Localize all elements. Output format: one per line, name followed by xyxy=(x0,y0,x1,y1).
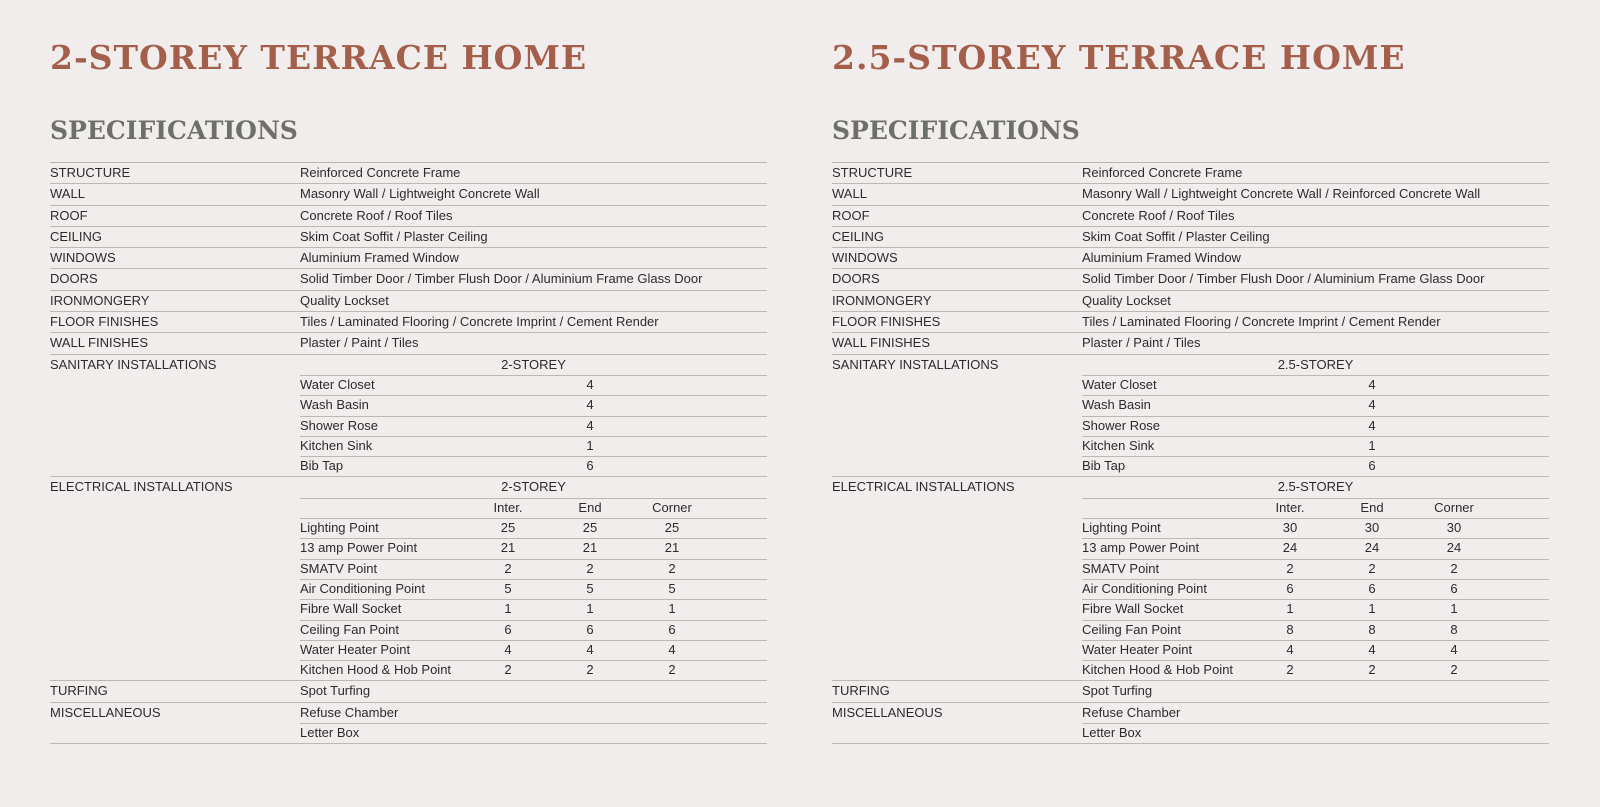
spec-category: WALL FINISHES xyxy=(50,335,149,351)
spec-value: Tiles / Laminated Flooring / Concrete Imprint / Cement Render xyxy=(300,314,659,330)
value-corner: 2 xyxy=(668,560,676,576)
item-name: Lighting Point xyxy=(1082,520,1161,536)
item-name: Shower Rose xyxy=(1082,417,1161,433)
item-name: Kitchen Hood & Hob Point xyxy=(1082,662,1234,678)
item-qty: 4 xyxy=(586,397,594,413)
spec-value: Reinforced Concrete Frame xyxy=(300,165,461,180)
value-inter: 24 xyxy=(1282,540,1298,556)
column-header: 2.5-STOREY xyxy=(1277,479,1354,495)
spec-category: WALL xyxy=(832,186,867,202)
column-header: 2.5-STOREY xyxy=(1277,356,1354,372)
value-inter: 5 xyxy=(504,580,512,596)
value-end: 6 xyxy=(1368,580,1376,596)
section-title: SPECIFICATIONS xyxy=(832,116,1080,145)
spec-row xyxy=(50,681,767,702)
spec-category: FLOOR FINISHES xyxy=(832,314,941,330)
value-inter: 30 xyxy=(1282,520,1298,536)
electrical-row xyxy=(832,518,1549,538)
value-end: 8 xyxy=(1368,621,1376,637)
item-name: Bib Tap xyxy=(1082,458,1126,474)
item-qty: 6 xyxy=(586,458,594,474)
spec-row xyxy=(50,248,767,269)
page-title: 2.5-STOREY TERRACE HOME xyxy=(832,38,1406,77)
item-name: Ceiling Fan Point xyxy=(1082,621,1181,637)
sanitary-row xyxy=(832,375,1549,395)
electrical-row xyxy=(832,640,1549,660)
spec-value: Spot Turfing xyxy=(300,683,371,699)
electrical-row xyxy=(50,599,767,619)
item-name: Shower Rose xyxy=(300,417,379,433)
item-name: SMATV Point xyxy=(1082,560,1160,576)
spec-row xyxy=(50,333,767,354)
spec-category: CEILING xyxy=(832,228,885,244)
spec-category: DOORS xyxy=(832,271,880,287)
electrical-row xyxy=(50,518,767,538)
electrical-row xyxy=(832,538,1549,558)
item-name: Kitchen Hood & Hob Point xyxy=(300,662,452,678)
electrical-row xyxy=(50,538,767,558)
electrical-row xyxy=(50,620,767,640)
value-corner: 5 xyxy=(668,580,676,596)
item-name: Lighting Point xyxy=(300,520,379,536)
item-name: Water Closet xyxy=(1082,376,1157,392)
item-name: Air Conditioning Point xyxy=(1082,580,1208,596)
value-corner: 30 xyxy=(1446,520,1462,536)
value-inter: 8 xyxy=(1286,621,1294,637)
spec-row xyxy=(50,723,767,744)
spec-row xyxy=(832,291,1549,312)
electrical-header-row xyxy=(832,477,1549,497)
spec-value: Solid Timber Door / Timber Flush Door / Aluminium Frame Glass Door xyxy=(1082,271,1485,287)
value-end: 30 xyxy=(1364,520,1380,536)
value-corner: 2 xyxy=(668,662,676,678)
spec-table xyxy=(50,162,767,744)
item-name: Kitchen Sink xyxy=(1082,437,1155,453)
spec-category: TURFING xyxy=(832,683,890,699)
sanitary-row xyxy=(50,436,767,456)
spec-category: MISCELLANEOUS xyxy=(832,704,943,720)
section-title: SPECIFICATIONS xyxy=(50,116,298,145)
spec-row xyxy=(832,227,1549,248)
sanitary-header-row xyxy=(832,355,1549,375)
column-header: Corner xyxy=(1434,499,1474,515)
spec-category: ELECTRICAL INSTALLATIONS xyxy=(832,479,1015,495)
spec-row xyxy=(832,312,1549,333)
spec-row xyxy=(832,184,1549,205)
value-end: 24 xyxy=(1364,540,1380,556)
spec-row xyxy=(50,312,767,333)
value-corner: 4 xyxy=(1450,641,1458,657)
item-name: Ceiling Fan Point xyxy=(300,621,399,637)
spec-value: Quality Lockset xyxy=(1082,292,1171,308)
item-name: Water Closet xyxy=(300,376,375,392)
column-header: Inter. xyxy=(1275,499,1305,515)
item-name: SMATV Point xyxy=(300,560,378,576)
spec-row xyxy=(832,681,1549,702)
electrical-row xyxy=(832,599,1549,619)
spec-row xyxy=(832,333,1549,354)
spec-row xyxy=(50,227,767,248)
spec-category: WINDOWS xyxy=(50,250,116,266)
item-qty: 4 xyxy=(1368,397,1376,413)
spec-value: Plaster / Paint / Tiles xyxy=(1082,335,1201,351)
electrical-row xyxy=(832,620,1549,640)
value-corner: 2 xyxy=(1450,560,1458,576)
spec-value: Masonry Wall / Lightweight Concrete Wall xyxy=(300,186,540,202)
spec-value: Solid Timber Door / Timber Flush Door / Aluminium Frame Glass Door xyxy=(300,271,703,287)
column-header: Inter. xyxy=(493,499,523,515)
item-name: Water Heater Point xyxy=(300,641,411,657)
sanitary-row xyxy=(832,456,1549,477)
value-inter: 6 xyxy=(1286,580,1294,596)
value-end: 21 xyxy=(582,540,598,556)
item-name: Wash Basin xyxy=(1082,397,1151,413)
spec-row xyxy=(50,269,767,290)
value-end: 5 xyxy=(586,580,594,596)
spec-category: WALL FINISHES xyxy=(832,335,931,351)
spec-category: FLOOR FINISHES xyxy=(50,314,159,330)
sanitary-row xyxy=(50,395,767,415)
value-end: 25 xyxy=(582,520,598,536)
spec-category: ROOF xyxy=(832,207,870,223)
value-inter: 2 xyxy=(1286,560,1294,576)
value-end: 2 xyxy=(1368,662,1376,678)
column-header: 2-STOREY xyxy=(501,479,566,495)
spec-row xyxy=(50,291,767,312)
value-end: 4 xyxy=(1368,641,1376,657)
spec-row xyxy=(50,184,767,205)
electrical-row xyxy=(50,640,767,660)
value-corner: 1 xyxy=(668,601,676,617)
page-title: 2-STOREY TERRACE HOME xyxy=(50,38,588,77)
spec-category: IRONMONGERY xyxy=(50,292,150,308)
spec-value: Refuse Chamber xyxy=(1082,704,1181,720)
electrical-header-row xyxy=(50,477,767,497)
electrical-row xyxy=(50,660,767,681)
value-end: 2 xyxy=(1368,560,1376,576)
spec-category: IRONMONGERY xyxy=(832,292,932,308)
value-corner: 25 xyxy=(664,520,680,536)
item-name: Fibre Wall Socket xyxy=(1082,601,1184,617)
electrical-row xyxy=(50,579,767,599)
spec-row xyxy=(832,703,1549,723)
spec-row xyxy=(50,703,767,723)
spec-value: Spot Turfing xyxy=(1082,683,1153,699)
spec-value: Masonry Wall / Lightweight Concrete Wall / Reinforced Concrete Wall xyxy=(1082,186,1481,202)
value-inter: 1 xyxy=(504,601,512,617)
spec-row xyxy=(50,206,767,227)
spec-row xyxy=(832,206,1549,227)
column-header: End xyxy=(578,499,602,515)
item-name: Fibre Wall Socket xyxy=(300,601,402,617)
spec-value: Refuse Chamber xyxy=(300,704,399,720)
column-header: Corner xyxy=(652,499,692,515)
item-name: 13 amp Power Point xyxy=(1082,540,1200,556)
electrical-columns-row xyxy=(832,498,1549,518)
spec-row xyxy=(832,163,1549,184)
electrical-row xyxy=(832,579,1549,599)
column-header: 2-STOREY xyxy=(501,356,566,372)
sanitary-row xyxy=(832,395,1549,415)
spec-value: Tiles / Laminated Flooring / Concrete Imprint / Cement Render xyxy=(1082,314,1441,330)
spec-value: Quality Lockset xyxy=(300,292,389,308)
sanitary-header-row xyxy=(50,355,767,375)
sanitary-row xyxy=(50,375,767,395)
item-qty: 1 xyxy=(586,437,594,453)
spec-category: ELECTRICAL INSTALLATIONS xyxy=(50,479,233,495)
sanitary-row xyxy=(50,456,767,477)
value-end: 1 xyxy=(586,601,594,617)
spec-value: Concrete Roof / Roof Tiles xyxy=(1082,207,1235,223)
electrical-columns-row xyxy=(50,498,767,518)
item-name: Air Conditioning Point xyxy=(300,580,426,596)
item-qty: 4 xyxy=(586,417,594,433)
spec-category: MISCELLANEOUS xyxy=(50,704,161,720)
sanitary-row xyxy=(832,436,1549,456)
item-name: Bib Tap xyxy=(300,458,344,474)
item-qty: 4 xyxy=(1368,376,1376,392)
value-inter: 2 xyxy=(504,662,512,678)
item-name: 13 amp Power Point xyxy=(300,540,418,556)
value-corner: 24 xyxy=(1446,540,1462,556)
value-inter: 1 xyxy=(1286,601,1294,617)
sanitary-row xyxy=(50,416,767,436)
spec-category: SANITARY INSTALLATIONS xyxy=(50,356,217,372)
value-end: 2 xyxy=(586,560,594,576)
value-corner: 6 xyxy=(1450,580,1458,596)
spec-value: Plaster / Paint / Tiles xyxy=(300,335,419,351)
spec-row xyxy=(832,723,1549,744)
value-end: 6 xyxy=(586,621,594,637)
value-corner: 1 xyxy=(1450,601,1458,617)
spec-value: Letter Box xyxy=(300,725,360,741)
value-end: 2 xyxy=(586,662,594,678)
spec-category: CEILING xyxy=(50,228,103,244)
item-qty: 1 xyxy=(1368,437,1376,453)
spec-value: Aluminium Framed Window xyxy=(300,250,459,266)
spec-category: TURFING xyxy=(50,683,108,699)
spec-row xyxy=(832,248,1549,269)
value-corner: 4 xyxy=(668,641,676,657)
spec-value: Skim Coat Soffit / Plaster Ceiling xyxy=(1082,228,1270,244)
value-end: 1 xyxy=(1368,601,1376,617)
item-name: Water Heater Point xyxy=(1082,641,1193,657)
item-name: Wash Basin xyxy=(300,397,369,413)
item-name: Kitchen Sink xyxy=(300,437,373,453)
spec-value: Reinforced Concrete Frame xyxy=(1082,165,1243,180)
spec-category: ROOF xyxy=(50,207,88,223)
value-inter: 25 xyxy=(500,520,516,536)
spec-category: STRUCTURE xyxy=(50,165,131,180)
value-inter: 2 xyxy=(504,560,512,576)
spec-value: Concrete Roof / Roof Tiles xyxy=(300,207,453,223)
value-corner: 21 xyxy=(664,540,680,556)
spec-category: WINDOWS xyxy=(832,250,898,266)
value-end: 4 xyxy=(586,641,594,657)
spec-category: DOORS xyxy=(50,271,98,287)
electrical-row xyxy=(832,559,1549,579)
sanitary-row xyxy=(832,416,1549,436)
item-qty: 4 xyxy=(586,376,594,392)
spec-category: SANITARY INSTALLATIONS xyxy=(832,356,999,372)
spec-value: Skim Coat Soffit / Plaster Ceiling xyxy=(300,228,488,244)
value-inter: 2 xyxy=(1286,662,1294,678)
value-inter: 4 xyxy=(1286,641,1294,657)
value-corner: 8 xyxy=(1450,621,1458,637)
electrical-row xyxy=(50,559,767,579)
spec-row xyxy=(832,269,1549,290)
column-header: End xyxy=(1360,499,1384,515)
item-qty: 6 xyxy=(1368,458,1376,474)
value-inter: 4 xyxy=(504,641,512,657)
spec-category: WALL xyxy=(50,186,85,202)
spec-category: STRUCTURE xyxy=(832,165,913,180)
spec-table xyxy=(832,162,1549,744)
value-inter: 21 xyxy=(500,540,516,556)
value-corner: 6 xyxy=(668,621,676,637)
spec-row xyxy=(50,163,767,184)
value-inter: 6 xyxy=(504,621,512,637)
value-corner: 2 xyxy=(1450,662,1458,678)
spec-value: Aluminium Framed Window xyxy=(1082,250,1241,266)
electrical-row xyxy=(832,660,1549,681)
item-qty: 4 xyxy=(1368,417,1376,433)
spec-value: Letter Box xyxy=(1082,725,1142,741)
